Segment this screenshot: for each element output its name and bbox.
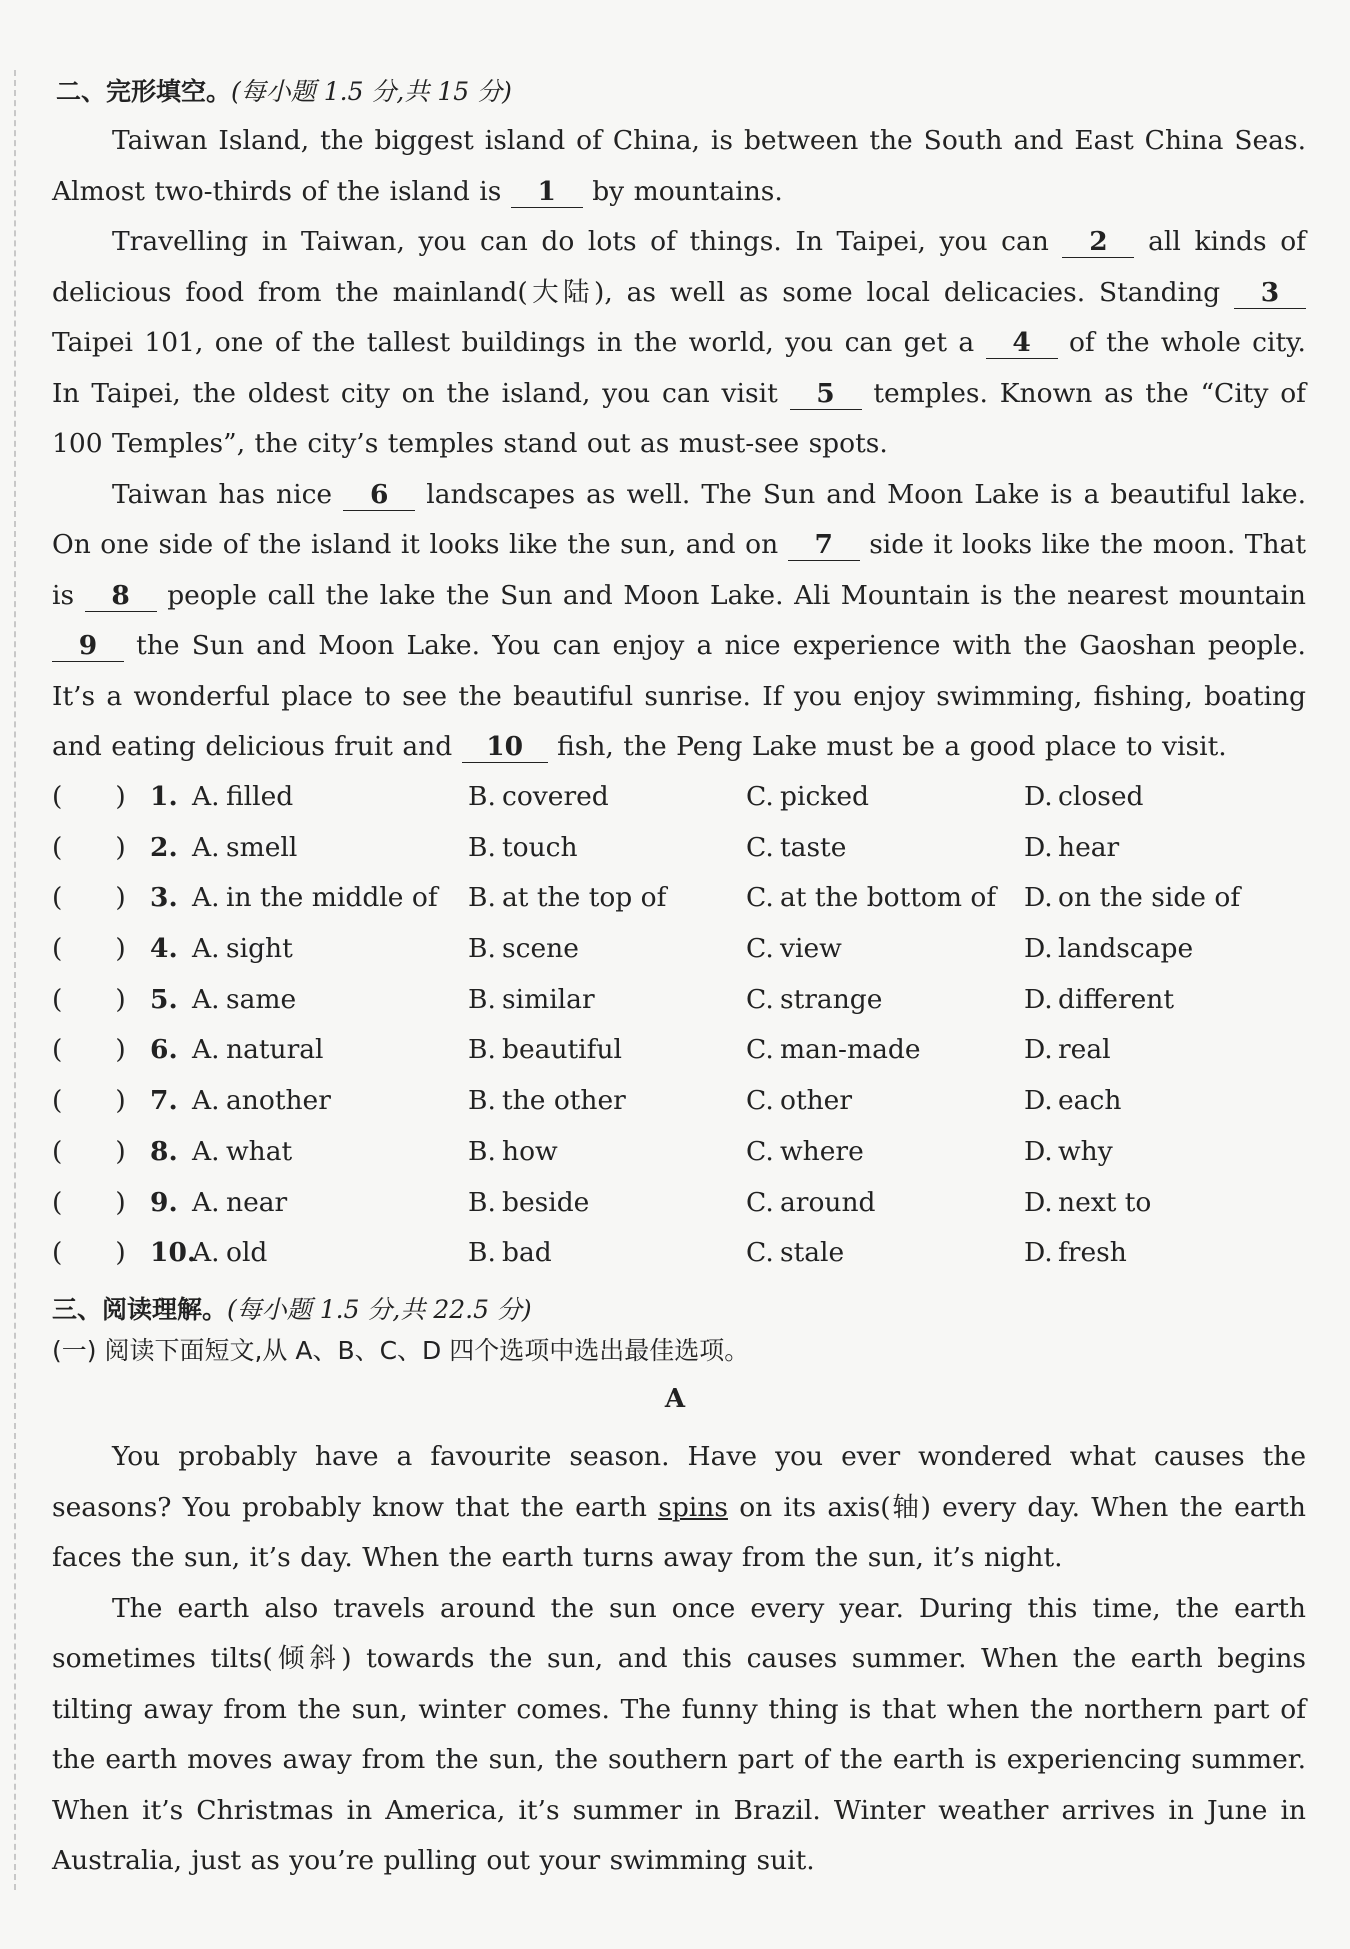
option-a[interactable]: A. what xyxy=(192,1135,293,1167)
blank-3[interactable]: 3 xyxy=(1234,278,1306,309)
reading-score-note: (每小题 1.5 分,共 22.5 分) xyxy=(227,1295,532,1324)
question-row xyxy=(52,1178,1306,1229)
cloze-score-note: (每小题 1.5 分,共 15 分) xyxy=(231,77,512,106)
answer-parentheses[interactable]: ( ) xyxy=(52,1186,126,1218)
question-number: 8. xyxy=(150,1135,178,1167)
question-number: 4. xyxy=(150,933,178,965)
cloze-question-list xyxy=(52,772,1306,1279)
option-b[interactable]: B. at the top of xyxy=(468,882,667,914)
blank-9[interactable]: 9 xyxy=(52,631,124,662)
option-b[interactable]: B. scene xyxy=(468,933,579,965)
question-row xyxy=(52,1127,1306,1178)
option-a[interactable]: A. near xyxy=(192,1186,288,1218)
question-number: 6. xyxy=(150,1034,178,1066)
cloze-section-heading xyxy=(56,72,512,108)
question-row xyxy=(52,924,1306,975)
answer-parentheses[interactable]: ( ) xyxy=(52,1237,126,1269)
question-row xyxy=(52,1076,1306,1127)
cloze-paragraph-3: Taiwan has nice 6 landscapes as well. The Sun and Moon Lake is a beautiful lake. On one side of the island it looks like the sun, and on 7 side it looks like the moon. That is 8 people call the lake the Sun and Moon Lake. Ali Mountain is the nearest mountain 9 the Sun and Moon Lake. You can enjoy a nice experience with the Gaoshan people. It’s a wonderful place to see the beautiful sunrise. If you enjoy swimming, fishing, boating and eating delicious fruit and 10 fish, the Peng Lake must be a good place to visit. xyxy=(52,478,1306,762)
option-a[interactable]: A. another xyxy=(192,1085,331,1117)
reading-instruction: (一) 阅读下面短文,从 A、B、C、D 四个选项中选出最佳选项。 xyxy=(52,1336,750,1365)
question-row xyxy=(52,1228,1306,1279)
option-a[interactable]: A. in the middle of xyxy=(192,882,438,914)
passage-label: A xyxy=(664,1384,686,1414)
option-d[interactable]: D. landscape xyxy=(1024,933,1194,965)
blank-5[interactable]: 5 xyxy=(790,379,862,410)
answer-parentheses[interactable]: ( ) xyxy=(52,882,126,914)
option-c[interactable]: C. at the bottom of xyxy=(746,882,997,914)
question-row xyxy=(52,1025,1306,1076)
option-d[interactable]: D. fresh xyxy=(1024,1237,1127,1269)
option-b[interactable]: B. beside xyxy=(468,1186,590,1218)
option-b[interactable]: B. how xyxy=(468,1135,558,1167)
option-b[interactable]: B. touch xyxy=(468,831,578,863)
blank-4[interactable]: 4 xyxy=(986,328,1058,359)
option-d[interactable]: D. on the side of xyxy=(1024,882,1241,914)
cloze-paragraph-2: Travelling in Taiwan, you can do lots of things. In Taipei, you can 2 all kinds of delicious food from the mainland(大陆), as well as some local delicacies. Standing 3 Taipei 101, one of the tallest buildings in the world, you can get a 4 of the whole city. In Taipei, the oldest city on the island, you can visit 5 temples. Known as the “City of 100 Temples”, the city’s temples stand out as must-see spots. xyxy=(52,226,1306,459)
question-number: 7. xyxy=(150,1085,178,1117)
binding-margin-line xyxy=(14,70,16,1890)
cloze-title: 二、完形填空。 xyxy=(56,77,232,106)
blank-6[interactable]: 6 xyxy=(343,480,415,511)
option-a[interactable]: A. filled xyxy=(192,781,294,812)
option-c[interactable]: C. where xyxy=(746,1135,864,1167)
cloze-paragraph-1: Taiwan Island, the biggest island of China, is between the South and East China Seas. Almost two-thirds of the island is 1 by mountains. xyxy=(52,125,1306,207)
question-number: 2. xyxy=(150,831,178,863)
option-c[interactable]: C. man-made xyxy=(746,1034,921,1066)
option-b[interactable]: B. bad xyxy=(468,1237,552,1269)
underlined-word: spins xyxy=(658,1491,728,1523)
question-row xyxy=(52,873,1306,924)
option-c[interactable]: C. other xyxy=(746,1085,853,1117)
option-d[interactable]: D. next to xyxy=(1024,1186,1152,1218)
option-c[interactable]: C. around xyxy=(746,1186,876,1218)
answer-parentheses[interactable]: ( ) xyxy=(52,933,126,965)
blank-1[interactable]: 1 xyxy=(511,177,583,208)
option-c[interactable]: C. view xyxy=(746,933,842,965)
answer-parentheses[interactable]: ( ) xyxy=(52,1135,126,1167)
option-a[interactable]: A. old xyxy=(192,1237,268,1269)
option-c[interactable]: C. picked xyxy=(746,781,869,812)
question-number: 5. xyxy=(150,983,178,1015)
option-d[interactable]: D. closed xyxy=(1024,781,1144,812)
option-d[interactable]: D. real xyxy=(1024,1034,1111,1066)
option-c[interactable]: C. taste xyxy=(746,831,847,863)
reading-passage xyxy=(52,1432,1306,1887)
question-row xyxy=(52,823,1306,874)
option-b[interactable]: B. covered xyxy=(468,781,609,812)
cloze-passage xyxy=(52,116,1306,773)
question-number: 9. xyxy=(150,1186,178,1218)
option-b[interactable]: B. similar xyxy=(468,983,595,1015)
option-d[interactable]: D. each xyxy=(1024,1085,1122,1117)
option-d[interactable]: D. hear xyxy=(1024,831,1120,863)
answer-parentheses[interactable]: ( ) xyxy=(52,781,126,812)
option-d[interactable]: D. why xyxy=(1024,1135,1113,1167)
blank-8[interactable]: 8 xyxy=(85,581,157,612)
reading-paragraph-1: You probably have a favourite season. Have you ever wondered what causes the seasons? You probably know that the earth spins on its axis(轴) every day. When the earth faces the sun, it’s day. When the earth turns away from the sun, it’s night. xyxy=(52,1441,1306,1573)
question-row xyxy=(52,975,1306,1026)
option-a[interactable]: A. smell xyxy=(192,831,298,863)
option-d[interactable]: D. different xyxy=(1024,983,1175,1015)
answer-parentheses[interactable]: ( ) xyxy=(52,1085,126,1117)
option-a[interactable]: A. same xyxy=(192,983,297,1015)
answer-parentheses[interactable]: ( ) xyxy=(52,831,126,863)
option-b[interactable]: B. the other xyxy=(468,1085,626,1117)
question-number: 3. xyxy=(150,882,178,914)
option-a[interactable]: A. natural xyxy=(192,1034,324,1066)
question-row xyxy=(52,772,1306,823)
answer-parentheses[interactable]: ( ) xyxy=(52,1034,126,1066)
blank-2[interactable]: 2 xyxy=(1062,227,1134,258)
blank-10[interactable]: 10 xyxy=(462,732,548,763)
option-b[interactable]: B. beautiful xyxy=(468,1034,622,1066)
option-c[interactable]: C. stale xyxy=(746,1237,845,1269)
answer-parentheses[interactable]: ( ) xyxy=(52,983,126,1015)
reading-title: 三、阅读理解。 xyxy=(52,1295,228,1324)
option-c[interactable]: C. strange xyxy=(746,983,883,1015)
reading-section-heading xyxy=(52,1290,532,1326)
reading-paragraph-2: The earth also travels around the sun once every year. During this time, the earth sometimes tilts(倾斜) towards the sun, and this causes summer. When the earth begins tilting away from the sun, winter comes. The funny thing is that when the northern part of the earth moves away from the sun, the southern part of the earth is experiencing summer. When it’s Christmas in America, it’s summer in Brazil. Winter weather arrives in June in Australia, just as you’re pulling out your swimming suit. xyxy=(52,1592,1306,1876)
question-number: 10. xyxy=(150,1237,197,1269)
option-a[interactable]: A. sight xyxy=(192,933,293,965)
blank-7[interactable]: 7 xyxy=(788,530,860,561)
question-number: 1. xyxy=(150,781,178,812)
